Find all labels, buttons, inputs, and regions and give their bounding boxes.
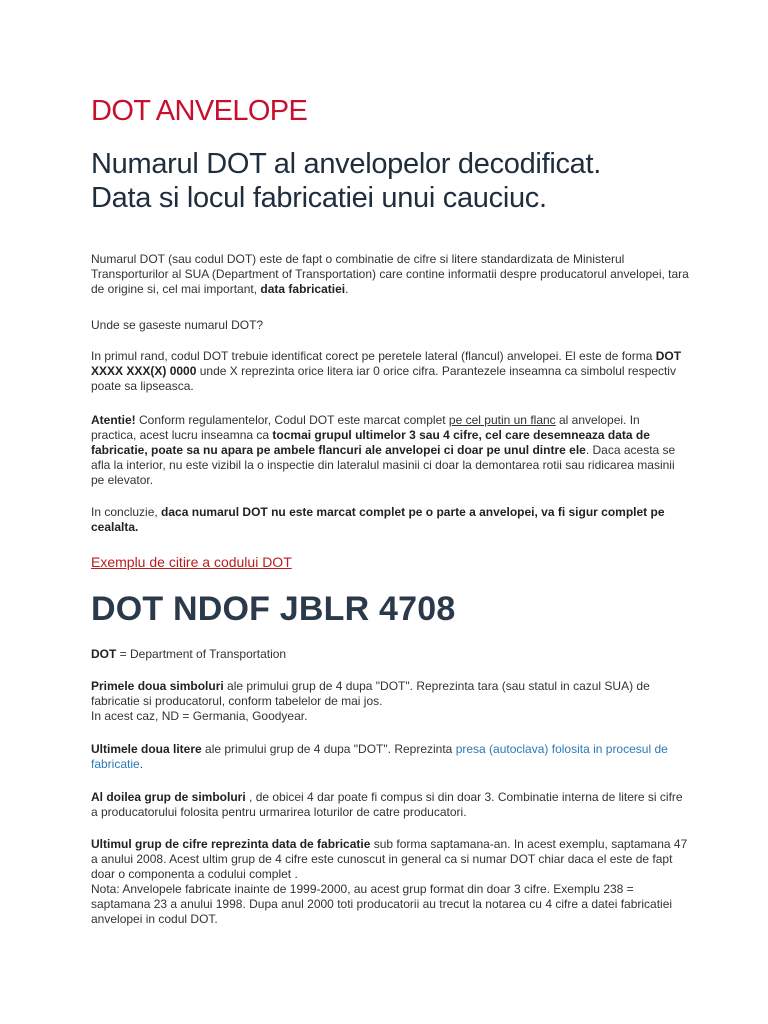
second-group-text: , de obicei 4 dar poate fi compus si din doar 3. Combinatie interna de litere si cifre a producatorului folosita pentru urmarirea loturilor de catre producatori. [91,790,683,819]
conclusion-pre: In concluzie, [91,505,162,519]
last-two-text: ale primului grup de 4 dupa "DOT". Reprezinta [201,742,456,756]
first-two-paragraph [91,679,691,724]
first-two-line2: In acest caz, ND = Germania, Goodyear. [91,709,308,723]
intro-text: Numarul DOT (sau codul DOT) este de fapt o combinatie de cifre si litere standardizata de Ministerul Transporturilor al SUA (Department of Transportation) care contine informatii despre producatorul anvelopei, tara de origine si, cel mai important, [91,252,689,296]
subtitle-line-1: Numarul DOT al anvelopelor decodificat. [91,148,602,180]
location-pre: In primul rand, codul DOT trebuie identificat corect pe peretele lateral (flancul) anvelopei. El este de forma [91,349,656,363]
conclusion-paragraph [91,505,691,535]
warning-label: Atentie! [91,413,136,427]
warning-text-2: al anvelopei. In practica, acest lucru inseamna ca [91,413,640,442]
warning-text-1: Conform regulamentelor, Codul DOT este marcat complet [135,413,449,427]
example-dot-code: DOT NDOF JBLR 4708 [91,590,456,628]
last-group-bold: Ultimul grup de cifre reprezinta data de fabricatie [91,837,371,851]
def-dot-bold: DOT [91,647,117,661]
subtitle-line-2: Data si locul fabricatiei unui cauciuc. [91,182,547,214]
warning-bold-mid: tocmai grupul ultimelor 3 sau 4 cifre, cel care desemneaza data de fabricatie, poate sa nu apara pe ambele flancuri ale anvelopei ci doar pe unul dintre ele [91,428,650,457]
first-two-text: ale primului grup de 4 dupa "DOT". Reprezinta tara (sau statul in cazul SUA) de fabricatie si producatorul, conform tabelelor de mai jos. [91,679,650,708]
last-group-text: sub forma saptamana-an. In acest exemplu, saptamana 47 a anului 2008. Acest ultim grup de 4 cifre este cunoscut in general ca si numar DOT chiar daca el este de fapt doar o componenta a codului complet . [91,837,688,881]
warning-underline: pe cel putin un flanc [448,413,556,427]
location-post: unde X reprezinta orice litera iar 0 orice cifra. Parantezele inseamna ca simbolul respectiv poate sa lipseasca. [91,364,676,393]
second-group-paragraph [91,790,691,820]
last-two-end: . [139,757,144,771]
page-subtitle [91,147,711,215]
location-paragraph [91,349,691,394]
last-two-bold: Ultimele doua litere [91,742,202,756]
warning-paragraph [91,413,686,488]
last-two-blue-text: presa (autoclava) folosita in procesul de fabricatie [91,742,668,771]
warning-text-3: . Daca acesta se afla la interior, nu este vizibil la o inspectie din lateralul masinii ci doar la demontarea rotii sau ridicarea masinii pe elevator. [91,443,676,487]
def-dot-text: = Department of Transportation [116,647,287,661]
def-dot-paragraph [91,647,691,662]
intro-paragraph [91,252,691,297]
last-two-paragraph [91,742,691,772]
last-group-note: Nota: Anvelopele fabricate inainte de 1999-2000, au acest grup format din doar 3 cifre. Exemplu 238 = saptamana 23 a anului 1998. Dupa anul 2000 toti producatorii au trecut la notarea cu 4 cifre a datei fabricatiei anvelopei in codul DOT. [91,882,673,926]
intro-end: . [345,282,349,296]
second-group-bold: Al doilea grup de simboluri [91,790,246,804]
conclusion-bold: daca numarul DOT nu este marcat complet pe o parte a anvelopei, va fi sigur complet pe cealalta. [91,505,665,534]
location-bold: DOT XXXX XXX(X) 0000 [91,349,682,378]
first-two-bold: Primele doua simboluri [91,679,224,693]
question-paragraph: Unde se gaseste numarul DOT? [91,318,264,332]
example-link[interactable]: Exemplu de citire a codului DOT [91,554,292,570]
intro-bold: data fabricatiei [260,282,346,296]
last-group-paragraph [91,837,691,927]
page-title: DOT ANVELOPE [91,95,308,127]
